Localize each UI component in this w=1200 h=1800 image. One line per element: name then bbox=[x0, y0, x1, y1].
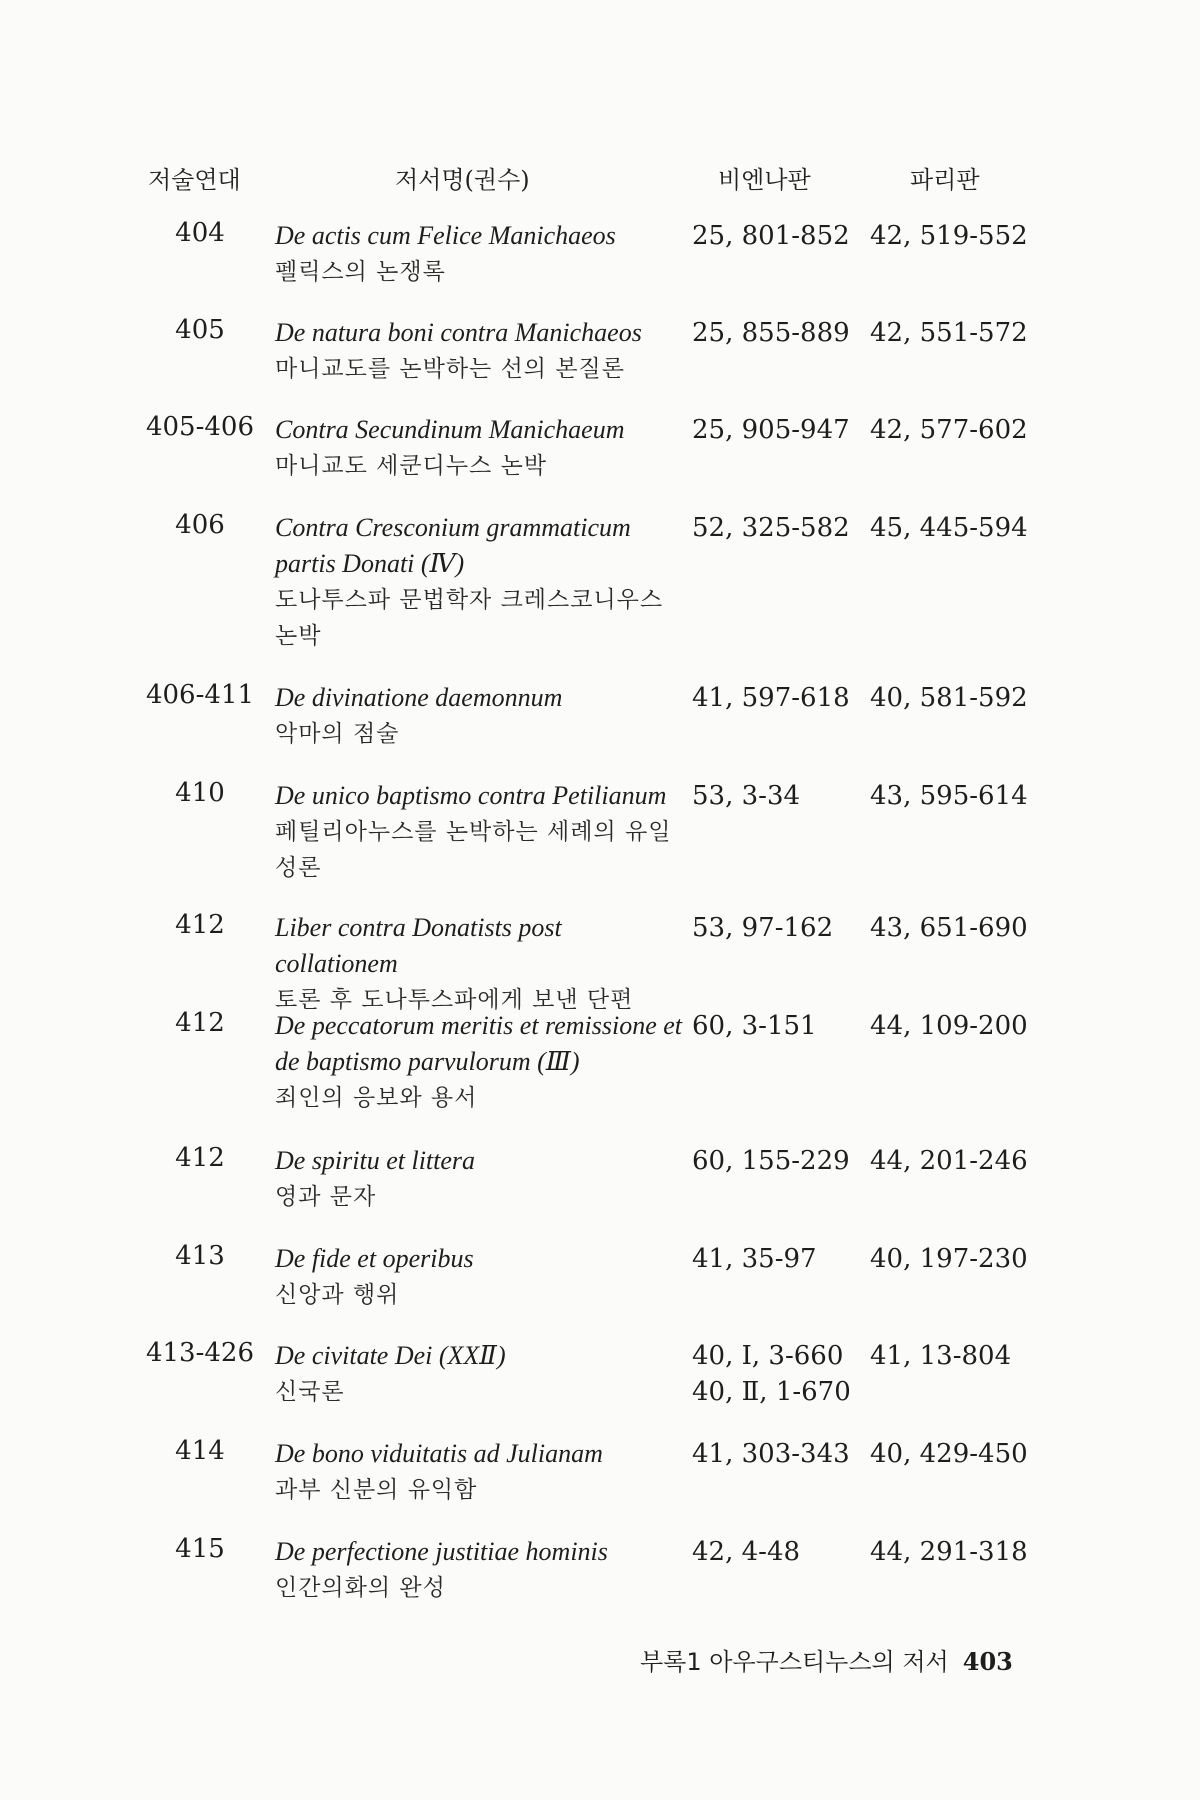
vienna-ref-line: 53, 3-34 bbox=[692, 781, 801, 811]
korean-title: 마니교도 세쿤디누스 논박 bbox=[275, 453, 548, 479]
row-work bbox=[275, 1143, 685, 1215]
vienna-edition-ref bbox=[692, 412, 850, 448]
latin-title: Contra Cresconium grammaticum partis Donati (Ⅳ) bbox=[275, 513, 631, 578]
row-work bbox=[275, 218, 685, 290]
korean-title: 페틸리아누스를 논박하는 세례의 유일성론 bbox=[275, 819, 672, 881]
vienna-ref-line: 25, 855-889 bbox=[692, 318, 850, 348]
row-work bbox=[275, 1338, 685, 1410]
paris-edition-ref: 41, 13-804 bbox=[870, 1341, 1012, 1371]
latin-title: De perfectione justitiae hominis bbox=[275, 1537, 608, 1566]
row-year: 412 bbox=[175, 1143, 225, 1173]
vienna-edition-ref bbox=[692, 315, 850, 351]
latin-title: Liber contra Donatists post collationem bbox=[275, 913, 562, 978]
table-header bbox=[0, 160, 1200, 200]
row-year: 415 bbox=[175, 1534, 225, 1564]
paris-edition-ref: 44, 201-246 bbox=[870, 1146, 1028, 1176]
row-year: 404 bbox=[175, 218, 225, 248]
paris-edition-ref: 42, 519-552 bbox=[870, 221, 1028, 251]
korean-title: 신앙과 행위 bbox=[275, 1282, 400, 1308]
vienna-edition-ref bbox=[692, 1008, 817, 1044]
latin-title: De bono viduitatis ad Julianam bbox=[275, 1439, 603, 1468]
header-paris-edition: 파리판 bbox=[910, 166, 980, 194]
korean-title: 토론 후 도나투스파에게 보낸 단편 bbox=[275, 987, 634, 1013]
latin-title: De civitate Dei (XXⅡ) bbox=[275, 1341, 506, 1370]
latin-title: De actis cum Felice Manichaeos bbox=[275, 221, 616, 250]
row-work bbox=[275, 778, 685, 886]
korean-title: 인간의화의 완성 bbox=[275, 1575, 446, 1601]
header-year: 저술연대 bbox=[148, 166, 241, 194]
page-number: 403 bbox=[962, 1647, 1013, 1676]
vienna-ref-line: 25, 905-947 bbox=[692, 415, 850, 445]
korean-title: 도나투스파 문법학자 크레스코니우스 논박 bbox=[275, 587, 664, 649]
vienna-ref-line: 52, 325-582 bbox=[692, 513, 850, 543]
paris-edition-ref: 44, 291-318 bbox=[870, 1537, 1028, 1567]
row-year: 413-426 bbox=[145, 1338, 255, 1368]
running-footer: 부록1 아우구스티누스의 저서 bbox=[640, 1648, 949, 1676]
korean-title: 마니교도를 논박하는 선의 본질론 bbox=[275, 356, 625, 382]
vienna-edition-ref bbox=[692, 1143, 850, 1179]
vienna-edition-ref bbox=[692, 1338, 851, 1410]
latin-title: De spiritu et littera bbox=[275, 1146, 476, 1175]
vienna-ref-line: 41, 597-618 bbox=[692, 683, 850, 713]
header-vienna-edition: 비엔나판 bbox=[718, 166, 811, 194]
page-footer bbox=[640, 1642, 1013, 1677]
korean-title: 신국론 bbox=[275, 1379, 345, 1405]
row-year: 406 bbox=[175, 510, 225, 540]
paris-edition-ref: 45, 445-594 bbox=[870, 513, 1028, 543]
row-year: 412 bbox=[175, 1008, 225, 1038]
row-work bbox=[275, 910, 685, 1018]
korean-title: 영과 문자 bbox=[275, 1184, 377, 1210]
header-title: 저서명(권수) bbox=[395, 166, 530, 194]
row-work bbox=[275, 412, 685, 484]
vienna-edition-ref bbox=[692, 910, 833, 946]
vienna-edition-ref bbox=[692, 778, 800, 814]
vienna-edition-ref bbox=[692, 218, 850, 254]
latin-title: De natura boni contra Manichaeos bbox=[275, 318, 642, 347]
korean-title: 과부 신분의 유익함 bbox=[275, 1477, 478, 1503]
row-work bbox=[275, 680, 685, 752]
paris-edition-ref: 40, 581-592 bbox=[870, 683, 1028, 713]
row-work bbox=[275, 1534, 685, 1606]
row-year: 406-411 bbox=[145, 680, 255, 710]
vienna-ref-line: 41, 303-343 bbox=[692, 1439, 850, 1469]
row-year: 413 bbox=[175, 1241, 225, 1271]
paris-edition-ref: 40, 429-450 bbox=[870, 1439, 1028, 1469]
vienna-edition-ref bbox=[692, 510, 850, 546]
korean-title: 죄인의 응보와 용서 bbox=[275, 1085, 478, 1111]
latin-title: De unico baptismo contra Petilianum bbox=[275, 781, 667, 810]
latin-title: Contra Secundinum Manichaeum bbox=[275, 415, 625, 444]
korean-title: 펠릭스의 논쟁록 bbox=[275, 259, 446, 285]
row-work bbox=[275, 1241, 685, 1313]
row-year: 405-406 bbox=[145, 412, 255, 442]
row-work bbox=[275, 510, 685, 654]
vienna-ref-line: 53, 97-162 bbox=[692, 913, 834, 943]
paris-edition-ref: 40, 197-230 bbox=[870, 1244, 1028, 1274]
vienna-edition-ref bbox=[692, 1534, 800, 1570]
vienna-ref-line: 60, 3-151 bbox=[692, 1011, 817, 1041]
vienna-ref-line: 60, 155-229 bbox=[692, 1146, 850, 1176]
vienna-edition-ref bbox=[692, 1436, 850, 1472]
row-work bbox=[275, 1436, 685, 1508]
vienna-edition-ref bbox=[692, 680, 850, 716]
row-year: 414 bbox=[175, 1436, 225, 1466]
paris-edition-ref: 42, 577-602 bbox=[870, 415, 1028, 445]
vienna-ref-line: 25, 801-852 bbox=[692, 221, 850, 251]
row-work bbox=[275, 1008, 685, 1116]
korean-title: 악마의 점술 bbox=[275, 721, 400, 747]
row-work bbox=[275, 315, 685, 387]
paris-edition-ref: 43, 651-690 bbox=[870, 913, 1028, 943]
paris-edition-ref: 43, 595-614 bbox=[870, 781, 1028, 811]
latin-title: De divinatione daemonnum bbox=[275, 683, 563, 712]
vienna-ref-line: 40, Ⅱ, 1-670 bbox=[692, 1377, 851, 1407]
latin-title: De fide et operibus bbox=[275, 1244, 474, 1273]
row-year: 405 bbox=[175, 315, 225, 345]
row-year: 410 bbox=[175, 778, 225, 808]
paris-edition-ref: 44, 109-200 bbox=[870, 1011, 1028, 1041]
vienna-ref-line: 42, 4-48 bbox=[692, 1537, 801, 1567]
vienna-ref-line: 40, Ⅰ, 3-660 bbox=[692, 1341, 844, 1371]
latin-title: De peccatorum meritis et remissione et de baptismo parvulorum (Ⅲ) bbox=[275, 1011, 682, 1076]
vienna-edition-ref bbox=[692, 1241, 817, 1277]
vienna-ref-line: 41, 35-97 bbox=[692, 1244, 817, 1274]
row-year: 412 bbox=[175, 910, 225, 940]
paris-edition-ref: 42, 551-572 bbox=[870, 318, 1028, 348]
